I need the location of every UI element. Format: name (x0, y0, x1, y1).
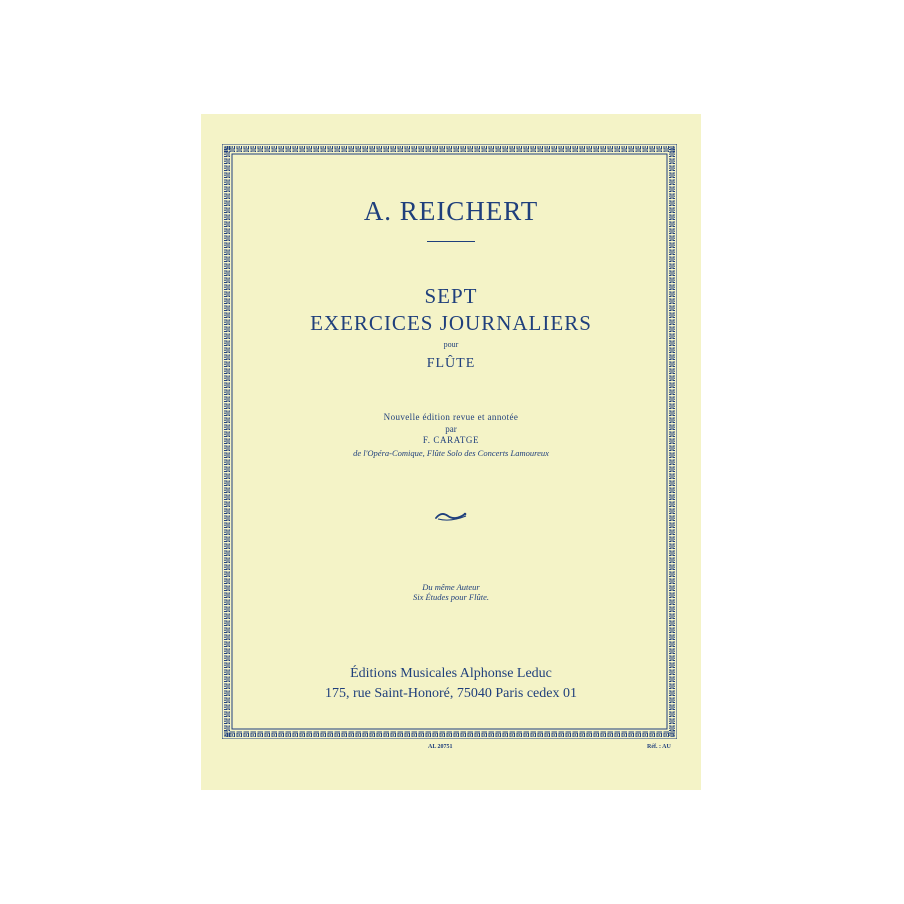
title-line-1: SEPT (424, 284, 478, 308)
publisher-address: 175, rue Saint-Honoré, 75040 Paris cedex 01 (325, 686, 577, 701)
catalog-number: AL 20751 (428, 744, 453, 750)
editor-affiliation: de l'Opéra-Comique, Flûte Solo des Concerts Lamoureux (353, 448, 549, 458)
instrument-label: FLÛTE (426, 356, 476, 371)
title-divider (427, 241, 475, 242)
publisher-name: Éditions Musicales Alphonse Leduc (350, 666, 552, 681)
title-line-2: EXERCICES JOURNALIERS (310, 311, 592, 335)
pour-label: pour (443, 340, 459, 349)
other-works: Six Études pour Flûte. (412, 592, 489, 602)
ornament-icon (434, 510, 468, 522)
other-works-heading: Du même Auteur (422, 582, 480, 592)
composer-name: A. REICHERT (363, 196, 539, 226)
edition-note: Nouvelle édition revue et annotée (383, 412, 519, 422)
editor-name: F. CARATGE (422, 435, 480, 445)
par-label: par (445, 424, 457, 434)
reference-code: Réf. : AU (647, 744, 671, 750)
score-cover (201, 114, 701, 790)
